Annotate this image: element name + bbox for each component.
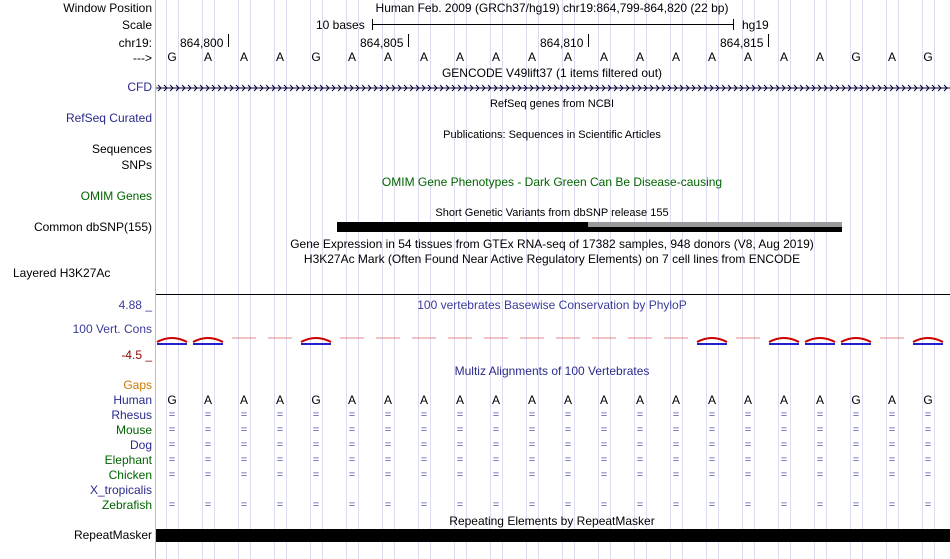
alignment-match: = <box>744 454 752 466</box>
alignment-match: = <box>708 469 716 481</box>
ruler-tick-label: 864,805 <box>360 36 404 50</box>
alignment-match: = <box>384 424 392 436</box>
alignment-match: = <box>636 424 644 436</box>
alignment-match: = <box>528 499 536 511</box>
alignment-match: = <box>708 424 716 436</box>
alignment-match: = <box>276 424 284 436</box>
alignment-match: = <box>672 424 680 436</box>
alignment-match: = <box>780 469 788 481</box>
base-letter: A <box>815 50 825 64</box>
conservation-glyph <box>157 338 187 344</box>
repeatmasker-track-title: Repeating Elements by RepeatMasker <box>449 514 655 528</box>
alignment-match: = <box>348 469 356 481</box>
alignment-match: = <box>708 454 716 466</box>
alignment-match: = <box>888 469 896 481</box>
alignment-match: = <box>348 439 356 451</box>
alignment-match: = <box>888 454 896 466</box>
human-base: A <box>563 393 573 407</box>
ruler-tick <box>408 34 409 47</box>
track-label-cfd[interactable]: CFD <box>127 80 152 94</box>
base-letter: A <box>239 50 249 64</box>
scale-bar-right-end <box>733 19 734 30</box>
alignment-match: = <box>816 439 824 451</box>
alignment-match: = <box>600 454 608 466</box>
human-base: A <box>419 393 429 407</box>
alignment-match: = <box>168 454 176 466</box>
alignment-match: = <box>744 424 752 436</box>
alignment-match: = <box>636 439 644 451</box>
human-base: G <box>923 393 933 407</box>
base-letter: A <box>383 50 393 64</box>
alignment-match: = <box>492 499 500 511</box>
alignment-match: = <box>492 454 500 466</box>
alignment-match: = <box>384 409 392 421</box>
human-base: A <box>635 393 645 407</box>
track-label-gaps[interactable]: Gaps <box>123 378 152 392</box>
alignment-match: = <box>348 454 356 466</box>
base-letter: A <box>563 50 573 64</box>
track-label-repeatmasker[interactable]: RepeatMasker <box>73 528 152 542</box>
conservation-glyph <box>697 338 727 344</box>
alignment-match: = <box>348 424 356 436</box>
base-letter: A <box>779 50 789 64</box>
alignment-match: = <box>852 409 860 421</box>
conservation-glyph <box>805 338 835 344</box>
human-base: G <box>167 393 177 407</box>
alignment-match: = <box>528 454 536 466</box>
alignment-match: = <box>240 454 248 466</box>
alignment-match: = <box>744 409 752 421</box>
assembly-position-title: Human Feb. 2009 (GRCh37/hg19) chr19:864,799-864,820 (22 bp) <box>375 1 729 15</box>
base-letter: A <box>743 50 753 64</box>
base-letter: G <box>851 50 861 64</box>
species-label[interactable]: Zebrafish <box>101 498 152 512</box>
conservation-glyph <box>193 338 223 344</box>
alignment-match: = <box>564 409 572 421</box>
alignment-match: = <box>168 499 176 511</box>
alignment-match: = <box>672 469 680 481</box>
alignment-match: = <box>744 439 752 451</box>
alignment-match: = <box>816 409 824 421</box>
alignment-match: = <box>312 499 320 511</box>
alignment-match: = <box>456 424 464 436</box>
species-label[interactable]: X_tropicalis <box>89 483 152 497</box>
alignment-match: = <box>780 439 788 451</box>
human-base: G <box>311 393 321 407</box>
human-base: A <box>383 393 393 407</box>
alignment-match: = <box>312 469 320 481</box>
alignment-match: = <box>780 499 788 511</box>
base-letter: A <box>275 50 285 64</box>
alignment-match: = <box>204 409 212 421</box>
alignment-match: = <box>204 439 212 451</box>
species-label[interactable]: Chicken <box>108 468 152 482</box>
alignment-match: = <box>564 439 572 451</box>
alignment-match: = <box>708 439 716 451</box>
alignment-match: = <box>924 424 932 436</box>
strand-arrow-label: ---> <box>133 51 152 65</box>
alignment-match: = <box>312 439 320 451</box>
alignment-match: = <box>384 469 392 481</box>
conservation-glyph <box>769 338 799 344</box>
ruler-tick-label: 864,815 <box>720 36 764 50</box>
human-base: A <box>527 393 537 407</box>
alignment-match: = <box>492 409 500 421</box>
base-letter: A <box>491 50 501 64</box>
alignment-match: = <box>852 499 860 511</box>
scale-label: Scale <box>121 18 152 32</box>
alignment-match: = <box>240 469 248 481</box>
alignment-match: = <box>240 499 248 511</box>
base-letter: A <box>203 50 213 64</box>
alignment-match: = <box>924 454 932 466</box>
alignment-match: = <box>420 454 428 466</box>
alignment-match: = <box>312 424 320 436</box>
gtex-track-title: Gene Expression in 54 tissues from GTEx RNA-seq of 17382 samples, 948 donors (V8, Aug 2019) <box>290 237 814 251</box>
scale-bar-left-end <box>372 19 373 30</box>
base-letter: A <box>419 50 429 64</box>
alignment-match: = <box>492 424 500 436</box>
alignment-match: = <box>312 454 320 466</box>
multiz-track-title: Multiz Alignments of 100 Vertebrates <box>454 364 650 378</box>
alignment-match: = <box>600 424 608 436</box>
alignment-match: = <box>924 439 932 451</box>
human-base: A <box>599 393 609 407</box>
dbsnp-feature-shading <box>588 222 842 227</box>
ruler-tick-label: 864,810 <box>540 36 584 50</box>
alignment-match: = <box>852 424 860 436</box>
base-letter: A <box>671 50 681 64</box>
ruler-tick <box>228 34 229 47</box>
alignment-match: = <box>672 439 680 451</box>
chrom-label: chr19: <box>118 36 152 50</box>
alignment-match: = <box>168 424 176 436</box>
alignment-match: = <box>276 499 284 511</box>
alignment-match: = <box>600 439 608 451</box>
base-letter: A <box>455 50 465 64</box>
ruler-tick-label: 864,800 <box>180 36 224 50</box>
cons-axis-max: 4.88 _ <box>118 298 152 312</box>
alignment-match: = <box>384 454 392 466</box>
repeatmasker-feature-bar[interactable] <box>156 529 950 542</box>
alignment-match: = <box>240 424 248 436</box>
alignment-match: = <box>456 409 464 421</box>
track-separator <box>156 294 950 295</box>
track-label-omim-genes[interactable]: OMIM Genes <box>80 189 152 203</box>
alignment-match: = <box>744 499 752 511</box>
human-base: A <box>815 393 825 407</box>
base-letter: G <box>167 50 177 64</box>
alignment-match: = <box>276 439 284 451</box>
human-base: A <box>203 393 213 407</box>
alignment-match: = <box>204 469 212 481</box>
alignment-match: = <box>636 454 644 466</box>
alignment-match: = <box>924 469 932 481</box>
track-label-snps[interactable]: SNPs <box>121 158 152 172</box>
base-letter: A <box>527 50 537 64</box>
scale-bar-line <box>372 24 733 25</box>
track-label-vert-cons[interactable]: 100 Vert. Cons <box>72 322 152 336</box>
alignment-match: = <box>564 469 572 481</box>
alignment-match: = <box>528 424 536 436</box>
alignment-match: = <box>780 454 788 466</box>
alignment-match: = <box>204 499 212 511</box>
human-base: A <box>239 393 249 407</box>
conservation-glyph <box>841 338 871 344</box>
alignment-match: = <box>420 469 428 481</box>
alignment-match: = <box>852 454 860 466</box>
alignment-match: = <box>276 454 284 466</box>
species-label[interactable]: Rhesus <box>111 408 152 422</box>
base-letter: A <box>599 50 609 64</box>
conservation-glyph <box>913 338 943 344</box>
cons-axis-min: -4.5 _ <box>121 348 152 362</box>
alignment-match: = <box>204 454 212 466</box>
alignment-match: = <box>816 454 824 466</box>
omim-track-title: OMIM Gene Phenotypes - Dark Green Can Be Disease-causing <box>381 175 723 189</box>
alignment-match: = <box>528 409 536 421</box>
human-base: A <box>491 393 501 407</box>
alignment-match: = <box>456 439 464 451</box>
alignment-match: = <box>456 499 464 511</box>
alignment-match: = <box>852 439 860 451</box>
alignment-match: = <box>384 499 392 511</box>
species-label[interactable]: Dog <box>129 438 152 452</box>
phylop-track-title: 100 vertebrates Basewise Conservation by PhyloP <box>417 298 687 312</box>
alignment-match: = <box>456 469 464 481</box>
alignment-match: = <box>312 409 320 421</box>
alignment-match: = <box>492 439 500 451</box>
base-letter: A <box>347 50 357 64</box>
track-label-common-dbsnp[interactable]: Common dbSNP(155) <box>33 220 152 234</box>
alignment-match: = <box>924 409 932 421</box>
publications-track-title: Publications: Sequences in Scientific Articles <box>443 129 661 141</box>
ruler-tick <box>768 34 769 47</box>
cfd-track <box>156 82 950 94</box>
human-base: A <box>743 393 753 407</box>
alignment-match: = <box>888 439 896 451</box>
human-base: A <box>707 393 717 407</box>
ruler-tick <box>588 34 589 47</box>
alignment-match: = <box>888 499 896 511</box>
base-letter: G <box>923 50 933 64</box>
alignment-match: = <box>276 469 284 481</box>
human-base: A <box>887 393 897 407</box>
human-base: A <box>779 393 789 407</box>
alignment-match: = <box>708 499 716 511</box>
alignment-match: = <box>816 499 824 511</box>
alignment-match: = <box>384 439 392 451</box>
h3k27ac-track-title: H3K27Ac Mark (Often Found Near Active Regulatory Elements) on 7 cell lines from ENCODE <box>303 252 801 266</box>
alignment-match: = <box>636 409 644 421</box>
human-base: A <box>347 393 357 407</box>
alignment-match: = <box>744 469 752 481</box>
alignment-match: = <box>420 439 428 451</box>
alignment-match: = <box>528 469 536 481</box>
alignment-match: = <box>240 439 248 451</box>
alignment-match: = <box>348 409 356 421</box>
base-letter: G <box>311 50 321 64</box>
base-letter: A <box>707 50 717 64</box>
scale-bar-text: 10 bases <box>316 18 365 32</box>
refseq-track-title: RefSeq genes from NCBI <box>489 98 615 110</box>
track-label-refseq-curated[interactable]: RefSeq Curated <box>65 111 152 125</box>
species-label[interactable]: Elephant <box>104 453 152 467</box>
human-base: A <box>455 393 465 407</box>
alignment-match: = <box>348 499 356 511</box>
species-label[interactable]: Human <box>113 393 152 407</box>
alignment-match: = <box>924 499 932 511</box>
alignment-match: = <box>888 409 896 421</box>
alignment-match: = <box>420 499 428 511</box>
dbsnp-track-title: Short Genetic Variants from dbSNP release 155 <box>435 207 669 219</box>
alignment-match: = <box>852 469 860 481</box>
human-base: A <box>671 393 681 407</box>
alignment-match: = <box>168 469 176 481</box>
alignment-match: = <box>456 454 464 466</box>
alignment-match: = <box>780 424 788 436</box>
alignment-match: = <box>564 424 572 436</box>
scale-bar-assembly: hg19 <box>742 18 769 32</box>
alignment-match: = <box>276 409 284 421</box>
track-label-layered-h3k27ac[interactable]: Layered H3K27Ac <box>13 266 111 280</box>
alignment-match: = <box>888 424 896 436</box>
conservation-glyph <box>301 338 331 344</box>
human-base: A <box>275 393 285 407</box>
track-image[interactable] <box>156 0 950 559</box>
base-letter: A <box>635 50 645 64</box>
alignment-match: = <box>780 409 788 421</box>
window-position-label: Window Position <box>63 1 152 15</box>
alignment-match: = <box>528 439 536 451</box>
alignment-match: = <box>600 409 608 421</box>
alignment-match: = <box>564 499 572 511</box>
alignment-match: = <box>816 469 824 481</box>
alignment-match: = <box>564 454 572 466</box>
alignment-match: = <box>672 409 680 421</box>
human-base: G <box>851 393 861 407</box>
alignment-match: = <box>492 469 500 481</box>
alignment-match: = <box>204 424 212 436</box>
alignment-match: = <box>636 499 644 511</box>
alignment-match: = <box>600 499 608 511</box>
alignment-match: = <box>420 409 428 421</box>
alignment-match: = <box>816 424 824 436</box>
alignment-match: = <box>636 469 644 481</box>
track-label-sequences[interactable]: Sequences <box>91 142 152 156</box>
alignment-match: = <box>672 499 680 511</box>
alignment-match: = <box>240 409 248 421</box>
gencode-track-title: GENCODE V49lift37 (1 items filtered out) <box>441 66 663 80</box>
alignment-match: = <box>168 439 176 451</box>
alignment-match: = <box>600 469 608 481</box>
track-label-panel <box>0 0 155 559</box>
base-letter: A <box>887 50 897 64</box>
phylop-conservation-plot <box>156 330 950 352</box>
alignment-match: = <box>420 424 428 436</box>
species-label[interactable]: Mouse <box>115 423 152 437</box>
alignment-match: = <box>168 409 176 421</box>
alignment-match: = <box>672 454 680 466</box>
alignment-match: = <box>708 409 716 421</box>
